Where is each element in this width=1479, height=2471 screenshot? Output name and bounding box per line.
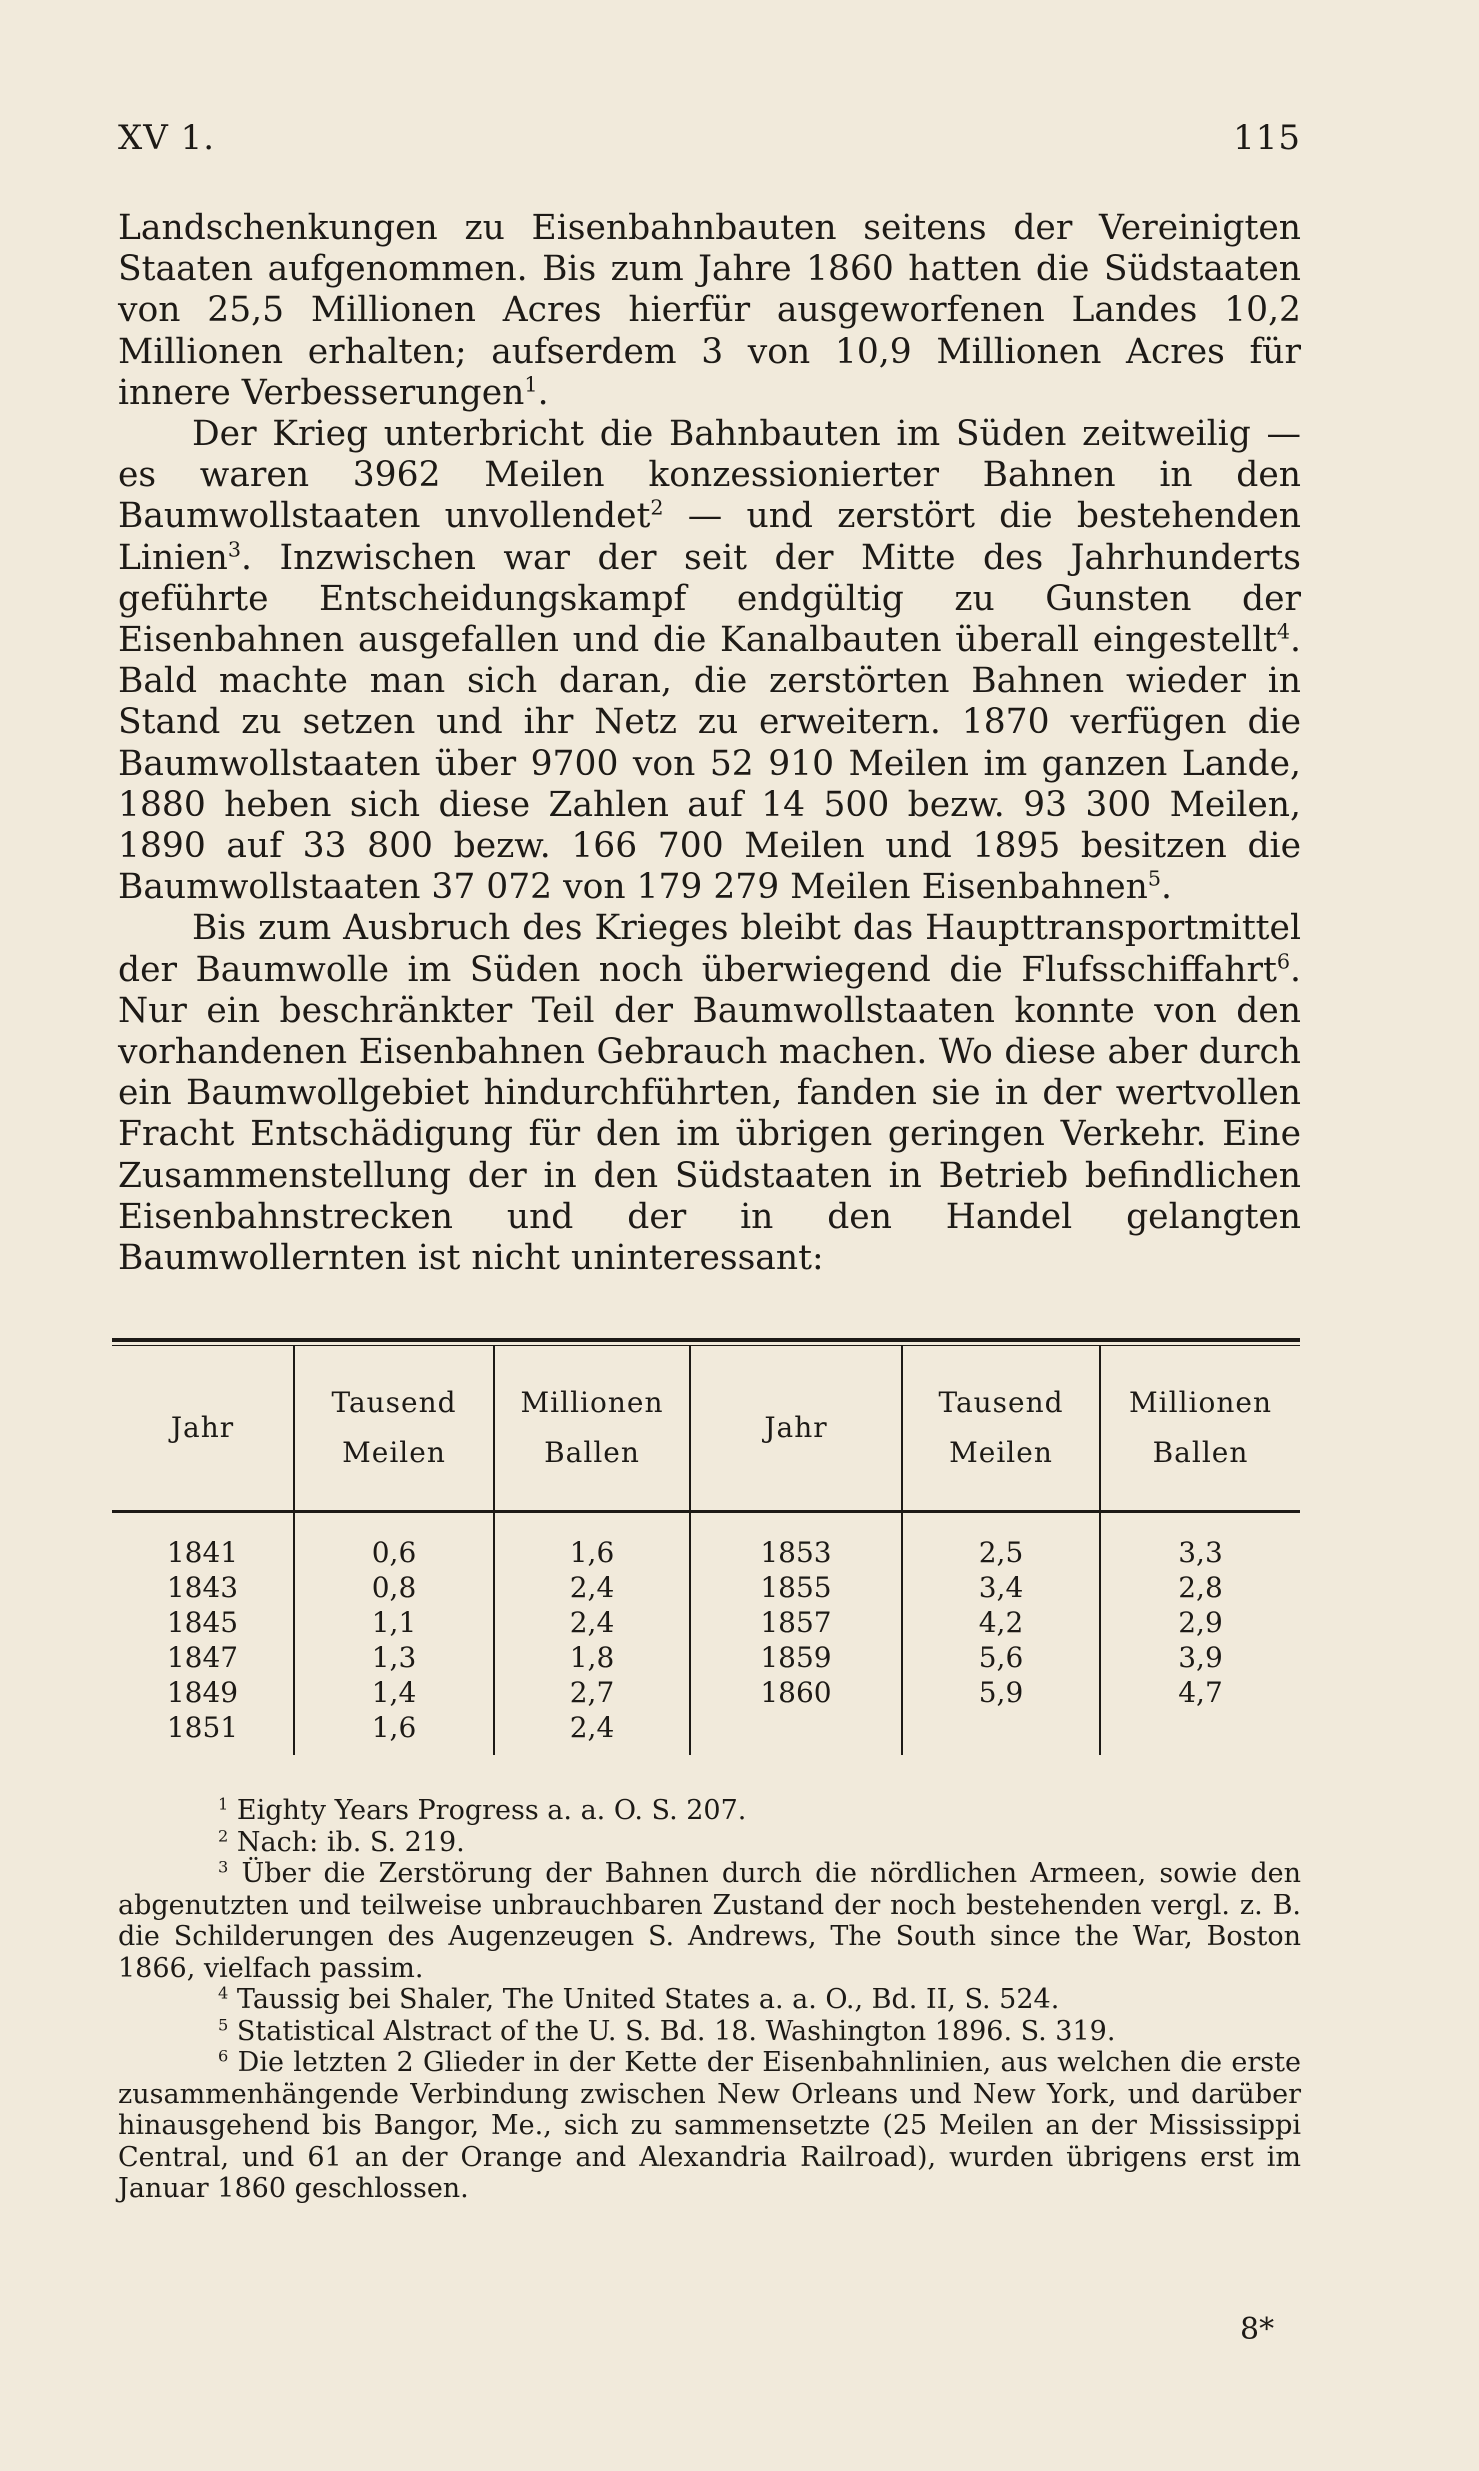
header-millionen-ballen-2: Millionen Ballen	[1100, 1346, 1300, 1512]
table-row: 1845 1,1 2,4 1857 4,2 2,9	[112, 1605, 1300, 1640]
footnote-ref-2[interactable]: 2	[650, 496, 664, 521]
footnote-ref-4[interactable]: 4	[1276, 619, 1291, 644]
page-number: 115	[1233, 118, 1301, 158]
footnote-4: $^4$ Taussig bei Shaler, The United States a. a. O., Bd. II, S. 524.	[218, 1983, 1060, 2015]
table-row: 1841 0,6 1,6 1853 2,5 3,3	[112, 1512, 1300, 1571]
footnote-2: $^2$ Nach: ib. S. 219.	[218, 1825, 465, 1858]
table-row: 1849 1,4 2,7 1860 5,9 4,7	[112, 1675, 1300, 1710]
table-header-row	[112, 1346, 1300, 1512]
paragraph-2: Der Krieg unterbricht die Bahnbauten im Süden zeitweilig — es waren 3962 Meilen konzessionierter Bahnen in den Baumwollstaaten unvollendet$^2$ — und zerstört die bestehenden Linien$^3$. Inzwischen war der seit der Mitte des Jahrhunderts geführte Entscheidungskampf endgültig zu Gunsten der Eisenbahnen ausgefallen und die Kanalbauten überall eingestellt$^4$. Bald machte man sich daran, die zerstörten Bahnen wieder in Stand zu setzen und ihr Netz zu erweitern. 1870 verfügen die Baumwollstaaten über 9700 von 52 910 Meilen im ganzen Lande, 1880 heben sich diese Zahlen auf 14 500 bezw. 93 300 Meilen, 1890 auf 33 800 bezw. 166 700 Meilen und 1895 besitzen die Baumwollstaaten 37 072 von 179 279 Meilen Eisenbahnen$^5$.	[118, 414, 1301, 908]
header-tausend-meilen-1: Tausend Meilen	[294, 1346, 494, 1512]
header-tausend-meilen-2: Tausend Meilen	[902, 1346, 1100, 1512]
railway-cotton-table	[112, 1346, 1300, 1755]
table-row: 1851 1,6 2,4	[112, 1710, 1300, 1755]
statistics-table	[112, 1338, 1300, 1755]
header-millionen-ballen-1: Millionen Ballen	[494, 1346, 690, 1512]
table-top-rule	[112, 1338, 1300, 1346]
footnote-ref-5[interactable]: 5	[1147, 866, 1162, 891]
body-text	[118, 208, 1301, 1279]
footnote-6: $^6$ Die letzten 2 Glieder in der Kette der Eisenbahnlinien, aus welchen die erste zusammenhängende Verbindung zwischen New Orleans und New York, und darüber hinausgehend bis Bangor, Me., sich zu sammensetzte (25 Meilen an der Mississippi Central, und 61 an der Orange and Alexandria Railroad), wurden übrigens erst im Januar 1860 geschlossen.	[118, 2046, 1301, 2204]
footnote-5: $^5$ Statistical Alstract of the U. S. Bd. 18. Washington 1896. S. 319.	[218, 2014, 1116, 2047]
header-jahr-2: Jahr	[690, 1346, 902, 1512]
table-row: 1843 0,8 2,4 1855 3,4 2,8	[112, 1570, 1300, 1605]
table-row: 1847 1,3 1,8 1859 5,6 3,9	[112, 1640, 1300, 1675]
footnote-1: $^1$ Eighty Years Progress a. a. O. S. 207.	[218, 1794, 747, 1826]
running-head	[118, 118, 1301, 168]
footnote-ref-1[interactable]: 1	[524, 372, 538, 397]
signature-mark: 8*	[1240, 2312, 1275, 2347]
footnote-ref-6[interactable]: 6	[1276, 949, 1291, 974]
paragraph-3: Bis zum Ausbruch des Krieges bleibt das Haupttransportmittel der Baumwolle im Süden noch überwiegend die Flufsschiffahrt$^6$. Nur ein beschränkter Teil der Baumwollstaaten konnte von den vorhandenen Eisenbahnen Gebrauch machen. Wo diese aber durch ein Baumwollgebiet hindurchführten, fanden sie in der wertvollen Fracht Entschädigung für den im übrigen geringen Verkehr. Eine Zusammenstellung der in den Südstaaten in Betrieb befindlichen Eisenbahnstrecken und der in den Handel gelangten Baumwollernten ist nicht uninteressant:	[118, 908, 1301, 1279]
chapter-marker: XV 1.	[118, 118, 216, 158]
footnotes	[118, 1795, 1301, 2205]
footnote-ref-3[interactable]: 3	[227, 537, 242, 562]
footnote-3: $^3$ Über die Zerstörung der Bahnen durch die nördlichen Armeen, sowie den abgenutzten und teilweise unbrauchbaren Zustand der noch bestehenden vergl. z. B. die Schilderungen des Augenzeugen S. Andrews, The South since the War, Boston 1866, vielfach passim.	[118, 1857, 1301, 1984]
header-jahr-1: Jahr	[112, 1346, 294, 1512]
paragraph-1: Landschenkungen zu Eisenbahnbauten seitens der Vereinigten Staaten aufgenommen. Bis zum Jahre 1860 hatten die Südstaaten von 25,5 Millionen Acres hierfür ausgeworfenen Landes 10,2 Millionen erhalten; aufserdem 3 von 10,9 Millionen Acres für innere Verbesserungen$^1$.	[118, 208, 1301, 413]
